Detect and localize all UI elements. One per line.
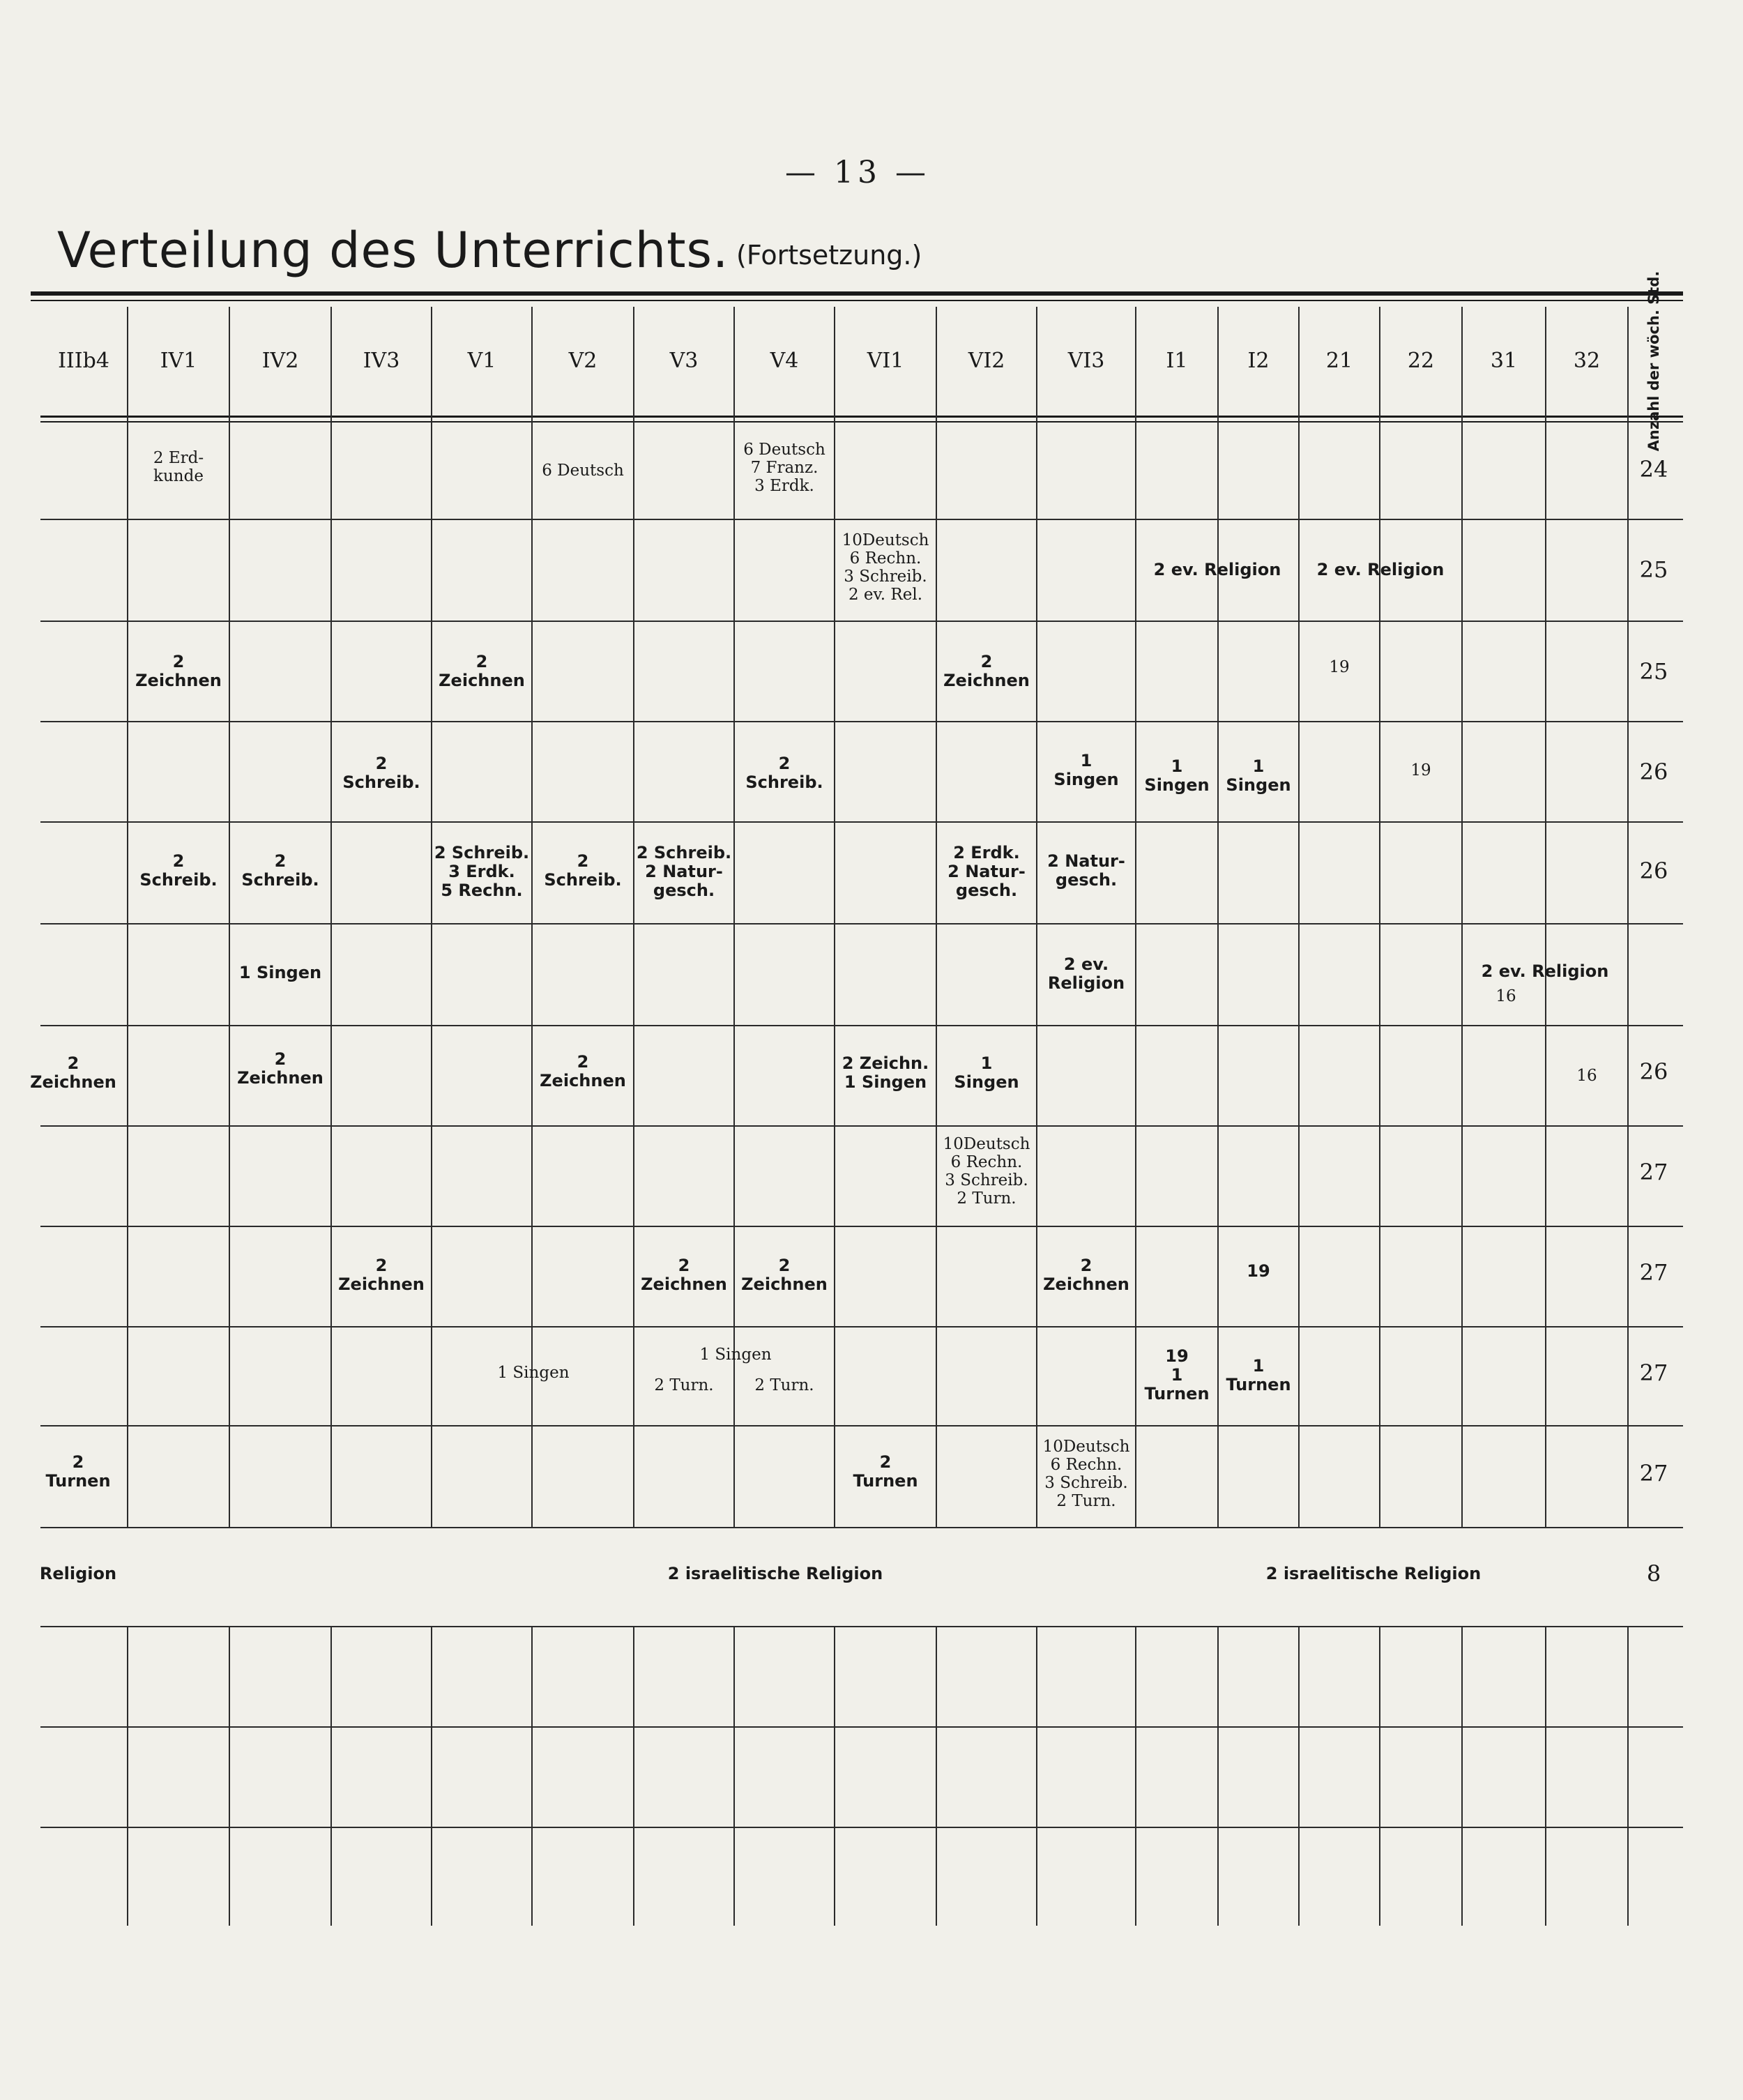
table-cell: Religion (39, 1564, 117, 1583)
grid-vline-lower (633, 1626, 634, 1926)
grid-vline-lower (127, 1626, 128, 1926)
col-header-32: 32 (1573, 349, 1601, 373)
grid-vline (431, 307, 432, 1527)
table-cell: 1 Singen (1144, 756, 1210, 795)
grid-hline (40, 923, 1683, 925)
table-cell: 1 Singen (497, 1364, 570, 1382)
grid-vline (1627, 307, 1629, 1527)
grid-hline (40, 621, 1683, 622)
row-total: 8 (1646, 1560, 1661, 1587)
row-total: 27 (1639, 1159, 1668, 1185)
col-header-hours-label: Anzahl der wöch. Std. (1645, 271, 1662, 452)
page-subtitle: (Fortsetzung.) (736, 240, 922, 271)
grid-hline (40, 821, 1683, 823)
table-cell: 2 Zeichnen (741, 1256, 828, 1294)
col-header-IV1: IV1 (160, 349, 197, 373)
grid-hline (40, 1125, 1683, 1127)
table-cell: 2 ev. Religion (1316, 560, 1445, 579)
grid-vline (1379, 307, 1380, 1527)
table-cell: 10Deutsch 6 Rechn. 3 Schreib. 2 Turn. (1042, 1438, 1130, 1510)
grid-vline-lower (1545, 1626, 1546, 1926)
table-cell: 2 Schreib. (745, 754, 823, 792)
table-cell: 2 Turn. (654, 1376, 714, 1394)
table-cell: 2 Turn. (754, 1376, 814, 1394)
col-header-IIIb4: IIIb4 (58, 349, 109, 373)
grid-vline-lower (1217, 1626, 1219, 1926)
grid-hline (40, 1226, 1683, 1227)
grid-vline-lower (531, 1626, 533, 1926)
col-header-VI2: VI2 (968, 349, 1005, 373)
table-cell: 2 Schreib. (544, 851, 622, 890)
table-cell: 2 Zeichnen (237, 1049, 324, 1088)
table-cell: 1 Singen (1053, 751, 1119, 789)
table-cell: 2 Zeichnen (540, 1052, 626, 1090)
table-cell: 2 Zeichnen (943, 652, 1030, 690)
table-cell: 2 Zeichnen (338, 1256, 425, 1294)
row-total: 25 (1639, 658, 1668, 685)
col-header-VI3: VI3 (1067, 349, 1105, 373)
table-cell: 2 Erdk. 2 Natur- gesch. (947, 843, 1026, 900)
grid-vline-lower (1627, 1626, 1629, 1926)
grid-vline (1545, 307, 1546, 1527)
grid-vline (531, 307, 533, 1527)
grid-hline (40, 1726, 1683, 1728)
table-cell: 2 Schreib. 3 Erdk. 5 Rechn. (434, 843, 530, 900)
row-total: 26 (1639, 759, 1668, 785)
grid-vline (330, 307, 332, 1527)
table-cell: 1 Singen (1226, 756, 1291, 795)
table-cell: 2 Natur- gesch. (1047, 851, 1125, 890)
table-cell: 16 (1495, 987, 1516, 1005)
grid-vline-lower (229, 1626, 230, 1926)
grid-vline-lower (834, 1626, 835, 1926)
grid-vline (1298, 307, 1300, 1527)
grid-vline-lower (936, 1626, 937, 1926)
table-cell: 2 Zeichnen (30, 1053, 116, 1092)
grid-vline (633, 307, 634, 1527)
grid-vline-lower (1036, 1626, 1037, 1926)
col-header-V4: V4 (770, 349, 799, 373)
grid-vline-lower (1135, 1626, 1136, 1926)
table-cell: 1 Singen (238, 963, 322, 982)
table-cell: 6 Deutsch 7 Franz. 3 Erdk. (743, 441, 825, 495)
grid-vline-lower (1298, 1626, 1300, 1926)
row-total: 24 (1639, 456, 1668, 482)
table-cell: 10Deutsch 6 Rechn. 3 Schreib. 2 ev. Rel. (842, 531, 929, 604)
col-header-31: 31 (1490, 349, 1518, 373)
grid-hline (40, 1827, 1683, 1828)
row-total: 26 (1639, 858, 1668, 884)
table-cell: 2 Zeichnen (1043, 1256, 1129, 1294)
row-total: 25 (1639, 556, 1668, 583)
grid-vline (1036, 307, 1037, 1527)
table-cell: 19 (1410, 761, 1431, 779)
table-cell: 2 Zeichnen (641, 1256, 727, 1294)
col-header-VI1: VI1 (867, 349, 904, 373)
grid-hline (40, 721, 1683, 722)
grid-vline-lower (1379, 1626, 1380, 1926)
col-header-IV3: IV3 (363, 349, 400, 373)
row-total: 27 (1639, 1460, 1668, 1486)
grid-vline (1461, 307, 1463, 1527)
grid-vline (1217, 307, 1219, 1527)
table-cell: 19 (1247, 1261, 1270, 1281)
col-header-21: 21 (1325, 349, 1353, 373)
table-cell: 2 Schreib. (342, 754, 420, 792)
page-title: Verteilung des Unterrichts. (57, 222, 729, 279)
col-header-I2: I2 (1247, 349, 1270, 373)
col-header-V2: V2 (568, 349, 598, 373)
table-cell: 2 Turnen (45, 1452, 111, 1491)
col-header-IV2: IV2 (261, 349, 299, 373)
grid-vline-lower (330, 1626, 332, 1926)
grid-hline (40, 1626, 1683, 1627)
table-cell: 2 Zeichn. 1 Singen (842, 1053, 929, 1092)
table-cell: 16 (1576, 1067, 1597, 1085)
col-header-hours (1631, 271, 1676, 452)
row-total: 27 (1639, 1360, 1668, 1386)
table-cell: 19 (1329, 658, 1350, 676)
grid-vline (936, 307, 937, 1527)
grid-hline (40, 1527, 1683, 1528)
table-cell: 2 Schreib. (139, 851, 218, 890)
table-cell: 2 Erd- kunde (153, 449, 204, 485)
table-cell: 2 Schreib. 2 Natur- gesch. (636, 843, 732, 900)
header-rule-thick (40, 416, 1683, 418)
grid-vline (127, 307, 128, 1527)
grid-vline (834, 307, 835, 1527)
table-cell: 2 Zeichnen (135, 652, 222, 690)
table-cell: 2 israelitische Religion (1265, 1564, 1482, 1583)
grid-vline (229, 307, 230, 1527)
grid-hline (40, 1425, 1683, 1426)
grid-hline (40, 519, 1683, 520)
table-cell: 2 ev. Religion (1481, 961, 1609, 981)
grid-hline (40, 1025, 1683, 1026)
grid-vline (1135, 307, 1136, 1527)
col-header-V1: V1 (467, 349, 496, 373)
table-cell: 2 ev. Religion (1047, 954, 1125, 993)
grid-vline-lower (431, 1626, 432, 1926)
col-header-V3: V3 (669, 349, 699, 373)
table-cell: 2 Turnen (853, 1452, 918, 1491)
table-cell: 2 israelitische Religion (667, 1564, 883, 1583)
header-rule-thin (40, 421, 1683, 423)
title-rule-thin (31, 300, 1683, 301)
row-total: 27 (1639, 1259, 1668, 1286)
table-cell: 1 Singen (954, 1053, 1019, 1092)
table-cell: 2 Schreib. (241, 851, 319, 890)
table-cell: 1 Turnen (1226, 1356, 1291, 1394)
row-total: 26 (1639, 1058, 1668, 1085)
table-cell: 2 ev. Religion (1153, 560, 1281, 579)
table-cell: 1 Singen (699, 1346, 772, 1364)
col-header-I1: I1 (1166, 349, 1188, 373)
page-number: — 13 — (785, 155, 930, 190)
table-cell: 6 Deutsch (542, 462, 624, 480)
grid-vline-lower (733, 1626, 735, 1926)
grid-vline-lower (1461, 1626, 1463, 1926)
table-cell: 2 Zeichnen (439, 652, 525, 690)
col-header-22: 22 (1407, 349, 1435, 373)
title-rule-thick (31, 291, 1683, 296)
table-cell: 10Deutsch 6 Rechn. 3 Schreib. 2 Turn. (943, 1135, 1030, 1208)
table-cell: 19 1 Turnen (1144, 1346, 1210, 1403)
grid-hline (40, 1326, 1683, 1327)
